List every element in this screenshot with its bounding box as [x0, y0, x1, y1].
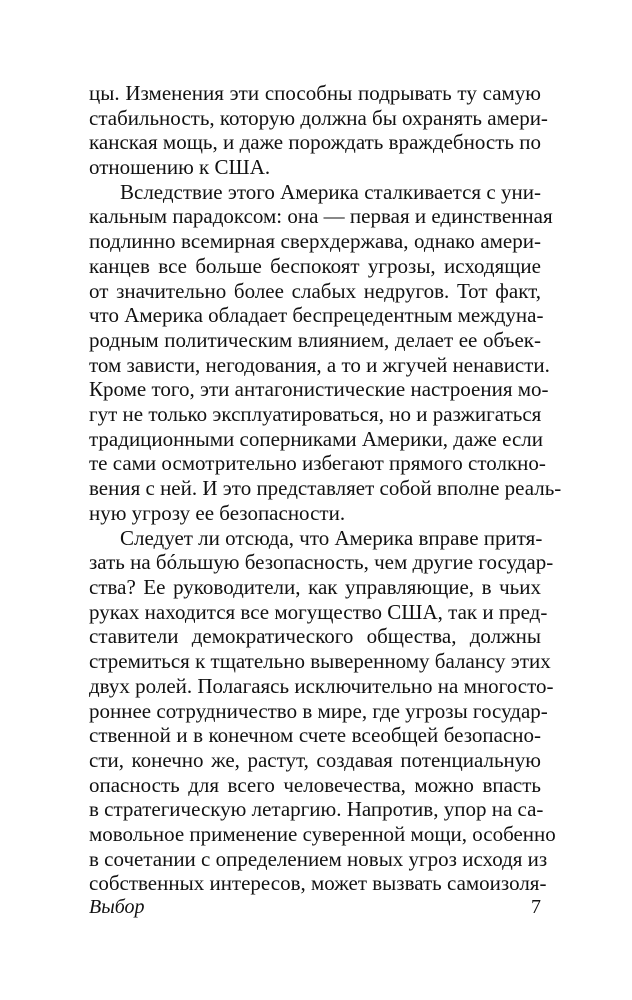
- page-number: 7: [531, 896, 541, 918]
- text-line: ную угрозу ее безопасности.: [89, 501, 346, 525]
- text-line: сти, конечно же, растут, создавая потенциальную: [89, 748, 541, 772]
- text-line: гут не только эксплуатироваться, но и разжигаться: [89, 402, 542, 426]
- text-line: двух ролей. Полагаясь исключительно на многосто-: [89, 674, 554, 698]
- text-line: канцев все больше беспокоят угрозы, исходящие: [89, 254, 541, 278]
- text-line: отношению к США.: [89, 155, 271, 179]
- text-line: руках находится все могущество США, так и пред-: [89, 600, 548, 624]
- text-line: цы. Изменения эти способны подрывать ту самую: [89, 81, 541, 105]
- text-line: ственной и в конечном счете всеобщей безопасно-: [89, 723, 541, 747]
- text-line: вения с ней. И это представляет собой вполне реаль-: [89, 476, 562, 500]
- text-line: канская мощь, и даже порождать враждебность по: [89, 130, 541, 154]
- text-line: в сочетании с определением новых угроз исходя из: [89, 847, 548, 871]
- text-line: Вследствие этого Америка сталкивается с уни-: [120, 180, 541, 204]
- text-line: от значительно более слабых недругов. Тот факт,: [89, 279, 541, 303]
- text-line: подлинно всемирная сверхдержава, однако амери-: [89, 229, 541, 253]
- text-line: собственных интересов, может вызвать самоизоля-: [89, 871, 547, 895]
- text-line: роннее сотрудничество в мире, где угрозы государ-: [89, 699, 548, 723]
- text-line: ставители демократического общества, должны: [89, 624, 541, 648]
- text-line: кальным парадоксом: она — первая и единственная: [89, 204, 553, 228]
- text-line: в стратегическую летаргию. Напротив, упор на са-: [89, 797, 544, 821]
- text-line: родным политическим влиянием, делает ее объек-: [89, 328, 541, 352]
- text-line: опасность для всего человечества, можно впасть: [89, 773, 541, 797]
- text-line: те сами осмотрительно избегают прямого столкно-: [89, 451, 546, 475]
- text-line: ства? Ее руководители, как управляющие, в чьих: [89, 575, 541, 599]
- text-line: том зависти, негодования, а то и жгучей ненависти.: [89, 353, 550, 377]
- text-line: зать на бóльшую безопасность, чем другие государ-: [89, 550, 554, 574]
- text-line: стабильность, которую должна бы охранять амери-: [89, 106, 548, 130]
- text-line: традиционными соперниками Америки, даже если: [89, 427, 544, 451]
- running-footer-title: Выбор: [89, 896, 145, 918]
- text-line: Кроме того, эти антагонистические настроения мо-: [89, 377, 549, 401]
- text-line: мовольное применение суверенной мощи, особенно: [89, 822, 556, 846]
- text-line: Следует ли отсюда, что Америка вправе притя-: [120, 526, 543, 550]
- text-line: стремиться к тщательно выверенному балансу этих: [89, 649, 551, 673]
- text-line: что Америка обладает беспрецедентным междуна-: [89, 303, 544, 327]
